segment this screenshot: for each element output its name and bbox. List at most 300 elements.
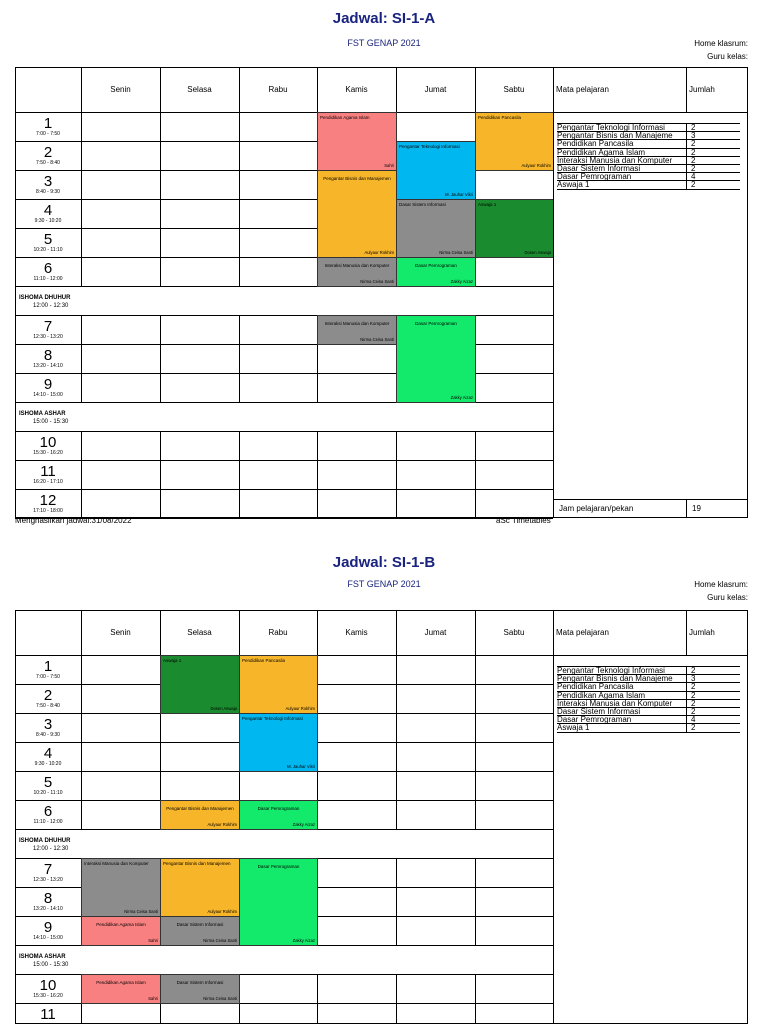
summary-count: 2 (686, 123, 740, 132)
break-label (15, 953, 68, 969)
grid-vline (475, 489, 476, 518)
period-number: 2 (43, 144, 53, 161)
summary-count: 2 (686, 139, 740, 148)
period-time: 15:30 - 16:20 (33, 450, 63, 456)
grid-vline (81, 228, 82, 257)
grid-vline (239, 315, 240, 344)
lesson-teacher: Aulyaur Rokhim (521, 163, 551, 168)
grid-vline (81, 199, 82, 228)
break-time: 12:00 - 12:30 (33, 846, 69, 852)
grid-vline (239, 460, 240, 489)
grid-vline (160, 344, 161, 373)
grid-vline (475, 742, 476, 771)
day-header-jumat: Jumat (424, 628, 447, 637)
grid-vline (160, 170, 161, 199)
summary-subject: Dasar Sistem Informasi (557, 707, 686, 716)
software-credit: aSc Timetables (496, 516, 551, 525)
grid-vline (396, 771, 397, 800)
period-label (15, 688, 81, 709)
lesson-teacher: M. Jauhar Vikri (445, 192, 473, 197)
grid-vline (475, 655, 476, 684)
period-time: 10:20 - 11:10 (33, 790, 63, 796)
period-time: 9:30 - 10:20 (34, 218, 62, 224)
break-time: 12:00 - 12:30 (33, 303, 69, 309)
period-label (15, 746, 81, 767)
summary-subject: Pendidikan Pancasila (557, 139, 686, 148)
summary-count: 2 (686, 666, 740, 675)
grid-vline (475, 1003, 476, 1024)
day-header-rabu: Rabu (268, 85, 288, 94)
grid-vline (160, 373, 161, 402)
period-number: 11 (40, 463, 56, 480)
period-number: 5 (43, 774, 53, 791)
period-label (15, 203, 81, 224)
lesson-block[interactable] (160, 916, 240, 946)
grid-vline (81, 431, 82, 460)
grid-vline (396, 431, 397, 460)
summary-subject: Dasar Pemrograman (557, 172, 686, 181)
home-room-label: Home klasrum: (694, 39, 748, 48)
day-header-sabtu: Sabtu (503, 628, 525, 637)
lesson-subject: Pengantar Bisnis dan Manajemen (166, 806, 234, 811)
day-header-rabu: Rabu (268, 628, 288, 637)
grid-vline (81, 684, 82, 713)
period-number: 10 (39, 434, 57, 451)
grid-vline (317, 1003, 318, 1024)
lesson-teacher: Sahri (148, 938, 158, 943)
summary-subject: Pengantar Teknologi Informasi (557, 123, 686, 132)
period-time: 14:10 - 15:00 (33, 935, 63, 941)
summary-header-subject: Mata pelajaran (556, 85, 609, 94)
summary-subject: Pendidikan Agama Islam (557, 148, 686, 157)
guru-kelas-label: Guru kelas: (707, 593, 748, 602)
lesson-block[interactable] (317, 257, 397, 287)
period-label (15, 862, 81, 883)
period-time: 12:30 - 13:20 (33, 334, 63, 340)
grid-vline (475, 684, 476, 713)
break-time: 15:00 - 15:30 (33, 419, 69, 425)
lesson-subject: Pendidikan Pancasila (242, 658, 286, 663)
grid-vline (396, 858, 397, 887)
grid-vline (317, 489, 318, 518)
lesson-block[interactable] (160, 974, 240, 1004)
day-header-senin: Senin (110, 628, 131, 637)
lesson-block[interactable] (317, 315, 397, 345)
lesson-subject: Aswaja 1 (163, 658, 182, 663)
period-number: 6 (43, 803, 53, 820)
lesson-teacher: Aulyaur Rokhim (364, 250, 394, 255)
period-time: 8:40 - 9:30 (36, 189, 60, 195)
grid-hline (15, 655, 748, 656)
summary-subject: Pendidikan Agama Islam (557, 691, 686, 700)
lesson-block[interactable] (475, 199, 554, 258)
grid-vline (317, 373, 318, 402)
lesson-subject: Pendidikan Agama Islam (96, 922, 146, 927)
lesson-block[interactable] (239, 713, 318, 772)
period-number: 5 (43, 231, 53, 248)
period-number: 1 (43, 115, 53, 132)
day-header-kamis: Kamis (345, 85, 368, 94)
grid-vline (396, 713, 397, 742)
break-label (15, 837, 70, 853)
lesson-teacher: Nirma Ceisa Santi (360, 337, 394, 342)
lesson-subject: Dasar Pemrograman (415, 263, 457, 268)
lesson-subject: Pengantar Teknologi Informasi (399, 144, 460, 149)
lesson-subject: Dasar Sistem Informasi (399, 202, 446, 207)
summary-count: 3 (686, 674, 740, 683)
grid-vline (239, 141, 240, 170)
period-label (15, 435, 81, 456)
lesson-block[interactable] (160, 858, 240, 917)
guru-kelas-label: Guru kelas: (707, 52, 748, 61)
grid-vline (239, 199, 240, 228)
period-number: 6 (43, 260, 53, 277)
summary-count: 2 (686, 156, 740, 165)
home-room-info (694, 578, 748, 604)
summary-subject: Dasar Pemrograman (557, 715, 686, 724)
grid-vline (239, 257, 240, 286)
lesson-subject: Dasar Sistem Informasi (176, 980, 224, 985)
grid-vline (475, 916, 476, 945)
period-number: 3 (43, 173, 53, 190)
lesson-teacher: Nirma Ceisa Santi (203, 996, 237, 1001)
summary-count: 4 (686, 715, 740, 724)
summary-count: 2 (686, 180, 740, 189)
lesson-block[interactable] (81, 858, 161, 917)
grid-vline (396, 887, 397, 916)
lesson-subject: Pendidikan Agama Islam (96, 980, 146, 985)
grid-hline (557, 189, 740, 190)
day-header-selasa: Selasa (187, 628, 212, 637)
grid-vline (81, 489, 82, 518)
period-label (15, 978, 81, 999)
timetable-title: Jadwal: SI-1-A (332, 10, 436, 27)
lesson-block[interactable] (396, 199, 476, 258)
period-number: 8 (43, 347, 53, 364)
grid-vline (160, 199, 161, 228)
grid-vline (81, 771, 82, 800)
grid-vline (81, 713, 82, 742)
lesson-teacher: Dosen Aswaja (524, 250, 551, 255)
period-number: 9 (43, 376, 53, 393)
lesson-subject: Dasar Sistem Informasi (176, 922, 224, 927)
grid-vline (81, 112, 82, 141)
grid-hline (15, 460, 553, 461)
summary-subject: Interaksi Manusia dan Komputer (557, 156, 686, 165)
summary-subject: Interaksi Manusia dan Komputer (557, 699, 686, 708)
lesson-teacher: Sahri (148, 996, 158, 1001)
grid-vline (81, 344, 82, 373)
grid-vline (396, 655, 397, 684)
day-header-jumat: Jumat (424, 85, 447, 94)
period-time: 16:20 - 17:10 (33, 479, 63, 485)
grid-vline (239, 431, 240, 460)
break-label (15, 294, 70, 310)
period-number: 12 (39, 492, 57, 509)
period-label (15, 377, 81, 398)
grid-vline (475, 974, 476, 1003)
lesson-subject: Pendidikan Pancasila (478, 115, 522, 120)
lesson-block[interactable] (396, 141, 476, 200)
lesson-subject: Pendidikan Agama Islam (320, 115, 370, 120)
period-time: 13:20 - 14:10 (33, 363, 63, 369)
summary-subject: Pengantar Bisnis dan Manajeme (557, 131, 686, 140)
grid-vline (81, 141, 82, 170)
summary-count: 2 (686, 148, 740, 157)
period-label (15, 464, 81, 485)
summary-subject: Aswaja 1 (557, 723, 686, 732)
grid-vline (475, 800, 476, 829)
lesson-block[interactable] (396, 257, 476, 287)
grid-vline (396, 800, 397, 829)
lesson-block[interactable] (160, 655, 240, 714)
grid-vline (160, 489, 161, 518)
period-number: 8 (43, 890, 53, 907)
grid-vline (553, 67, 554, 518)
period-number: 10 (39, 977, 57, 994)
period-label (15, 319, 81, 340)
period-time: 7:00 - 7:50 (36, 131, 60, 137)
grid-vline (475, 887, 476, 916)
lesson-subject: Pengantar Teknologi Informasi (242, 716, 303, 721)
lesson-block[interactable] (239, 858, 318, 946)
period-time: 15:30 - 16:20 (33, 993, 63, 999)
grid-vline (239, 489, 240, 518)
period-label (15, 232, 81, 253)
break-name: ISHOMA DHUHUR (19, 295, 71, 301)
lesson-block[interactable] (396, 315, 476, 403)
break-label (15, 410, 68, 426)
grid-vline (317, 344, 318, 373)
break-name: ISHOMA ASHAR (19, 411, 66, 417)
lesson-subject: Aswaja 1 (478, 202, 497, 207)
summary-count: 2 (686, 723, 740, 732)
summary-count: 2 (686, 164, 740, 173)
grid-vline (553, 610, 554, 1024)
period-label (15, 804, 81, 825)
lesson-teacher: Dosen Aswaja (210, 706, 237, 711)
period-label (15, 920, 81, 941)
lesson-subject: Dasar Pemrograman (257, 864, 300, 869)
lesson-teacher: Nirma Ceisa Santi (360, 279, 394, 284)
lesson-teacher: Zakky Aizaz (450, 279, 473, 284)
grid-vline (396, 460, 397, 489)
summary-count: 2 (686, 691, 740, 700)
lesson-subject: Interaksi Manusia dan Komputer (84, 861, 149, 866)
grid-vline (686, 67, 687, 112)
period-label (15, 348, 81, 369)
summary-subject: Pengantar Teknologi Informasi (557, 666, 686, 675)
home-room-info (694, 37, 748, 63)
grid-vline (160, 228, 161, 257)
grid-vline (81, 315, 82, 344)
grid-vline (239, 771, 240, 800)
period-time: 7:50 - 8:40 (36, 160, 60, 166)
summary-subject: Aswaja 1 (557, 180, 686, 189)
day-header-selasa: Selasa (187, 85, 212, 94)
grid-vline (686, 499, 687, 518)
grid-vline (160, 742, 161, 771)
period-time: 13:20 - 14:10 (33, 906, 63, 912)
summary-count: 2 (686, 707, 740, 716)
period-number: 3 (43, 716, 53, 733)
grid-vline (81, 373, 82, 402)
period-time: 17:10 - 18:00 (33, 508, 63, 514)
lesson-teacher: Zakky Aizaz (450, 395, 473, 400)
grid-vline (160, 771, 161, 800)
summary-subject: Pendidikan Pancasila (557, 682, 686, 691)
period-number: 1 (43, 658, 53, 675)
grid-vline (239, 373, 240, 402)
period-time: 14:10 - 15:00 (33, 392, 63, 398)
period-time: 7:50 - 8:40 (36, 703, 60, 709)
period-label (15, 493, 81, 514)
period-label (15, 116, 81, 137)
grid-vline (396, 974, 397, 1003)
grid-vline (239, 112, 240, 141)
grid-vline (160, 713, 161, 742)
period-time: 12:30 - 13:20 (33, 877, 63, 883)
summary-subject: Pengantar Bisnis dan Manajeme (557, 674, 686, 683)
grid-vline (396, 684, 397, 713)
grid-vline (317, 974, 318, 1003)
period-time: 9:30 - 10:20 (34, 761, 62, 767)
period-time: 10:20 - 11:10 (33, 247, 63, 253)
grid-vline (317, 460, 318, 489)
period-label (15, 1007, 81, 1022)
lesson-block[interactable] (475, 112, 554, 171)
period-number: 2 (43, 687, 53, 704)
lesson-subject: Pengantar Bisnis dan Manajemen (163, 861, 231, 866)
period-time: 11:10 - 12:00 (33, 276, 63, 282)
grid-vline (160, 112, 161, 141)
grid-vline (160, 1003, 161, 1024)
lesson-teacher: M. Jauhar Vikri (287, 764, 315, 769)
grid-vline (160, 315, 161, 344)
break-time: 15:00 - 15:30 (33, 962, 69, 968)
total-hours-value: 19 (692, 504, 701, 513)
period-label (15, 891, 81, 912)
grid-vline (475, 431, 476, 460)
lesson-subject: Dasar Pemrograman (257, 806, 300, 811)
lesson-subject: Dasar Pemrograman (415, 321, 457, 326)
grid-vline (239, 344, 240, 373)
home-room-label: Home klasrum: (694, 580, 748, 589)
lesson-teacher: Aulyaur Rokhim (207, 822, 237, 827)
lesson-teacher: Nirma Ceisa Santi (203, 938, 237, 943)
grid-vline (81, 800, 82, 829)
grid-vline (396, 742, 397, 771)
grid-vline (239, 1003, 240, 1024)
period-label (15, 717, 81, 738)
grid-vline (160, 257, 161, 286)
lesson-teacher: Aulyaur Rokhim (207, 909, 237, 914)
grid-vline (475, 858, 476, 887)
day-header-sabtu: Sabtu (503, 85, 525, 94)
timetable-title: Jadwal: SI-1-B (332, 554, 436, 571)
grid-vline (81, 1003, 82, 1024)
grid-vline (160, 141, 161, 170)
summary-header-count: Jumlah (689, 628, 715, 637)
grid-vline (81, 655, 82, 684)
lesson-block[interactable] (239, 655, 318, 714)
period-label (15, 775, 81, 796)
lesson-block[interactable] (239, 800, 318, 830)
period-number: 4 (43, 745, 53, 762)
period-number: 11 (40, 1006, 56, 1023)
break-name: ISHOMA DHUHUR (19, 838, 71, 844)
grid-hline (557, 732, 740, 733)
day-header-senin: Senin (110, 85, 131, 94)
grid-vline (475, 713, 476, 742)
period-label (15, 659, 81, 680)
grid-vline (81, 742, 82, 771)
grid-vline (686, 610, 687, 655)
summary-count: 2 (686, 699, 740, 708)
summary-subject: Dasar Sistem Informasi (557, 164, 686, 173)
grid-vline (396, 916, 397, 945)
timetable-subtitle: FST GENAP 2021 (347, 38, 421, 48)
period-label (15, 145, 81, 166)
lesson-subject: Pengantar Bisnis dan Manajemen (323, 176, 391, 181)
lesson-subject: Interaksi Manusia dan Komputer (324, 263, 390, 268)
lesson-teacher: Aulyaur Rokhim (285, 706, 315, 711)
period-number: 7 (43, 318, 53, 335)
grid-vline (317, 431, 318, 460)
grid-vline (81, 460, 82, 489)
total-hours-label: Jam pelajaran/pekan (559, 504, 634, 513)
lesson-block[interactable] (160, 800, 240, 830)
break-name: ISHOMA ASHAR (19, 954, 66, 960)
period-time: 8:40 - 9:30 (36, 732, 60, 738)
summary-header-subject: Mata pelajaran (556, 628, 609, 637)
lesson-teacher: Sahri (384, 163, 394, 168)
grid-vline (239, 170, 240, 199)
grid-vline (396, 489, 397, 518)
lesson-block[interactable] (81, 974, 161, 1004)
timetable-subtitle: FST GENAP 2021 (347, 579, 421, 589)
lesson-block[interactable] (317, 112, 397, 171)
lesson-teacher: Nirma Ceisa Santi (124, 909, 158, 914)
period-number: 4 (43, 202, 53, 219)
lesson-teacher: Nirma Ceisa Santi (439, 250, 473, 255)
grid-vline (396, 1003, 397, 1024)
lesson-block[interactable] (81, 916, 161, 946)
summary-count: 2 (686, 682, 740, 691)
grid-hline (15, 489, 553, 490)
lesson-block[interactable] (317, 170, 397, 258)
grid-vline (239, 228, 240, 257)
grid-hline (15, 431, 553, 432)
period-number: 9 (43, 919, 53, 936)
grid-vline (160, 431, 161, 460)
summary-header-count: Jumlah (689, 85, 715, 94)
period-label (15, 174, 81, 195)
generated-date: Menghasilkan jadwal:31/08/2022 (15, 516, 132, 525)
summary-count: 3 (686, 131, 740, 140)
period-label (15, 261, 81, 282)
period-number: 7 (43, 861, 53, 878)
lesson-teacher: Zakky Aizaz (292, 938, 315, 943)
lesson-subject: Interaksi Manusia dan Komputer (324, 321, 390, 326)
grid-vline (475, 460, 476, 489)
summary-count: 4 (686, 172, 740, 181)
grid-vline (81, 170, 82, 199)
grid-vline (475, 771, 476, 800)
period-time: 7:00 - 7:50 (36, 674, 60, 680)
day-header-kamis: Kamis (345, 628, 368, 637)
grid-vline (81, 257, 82, 286)
